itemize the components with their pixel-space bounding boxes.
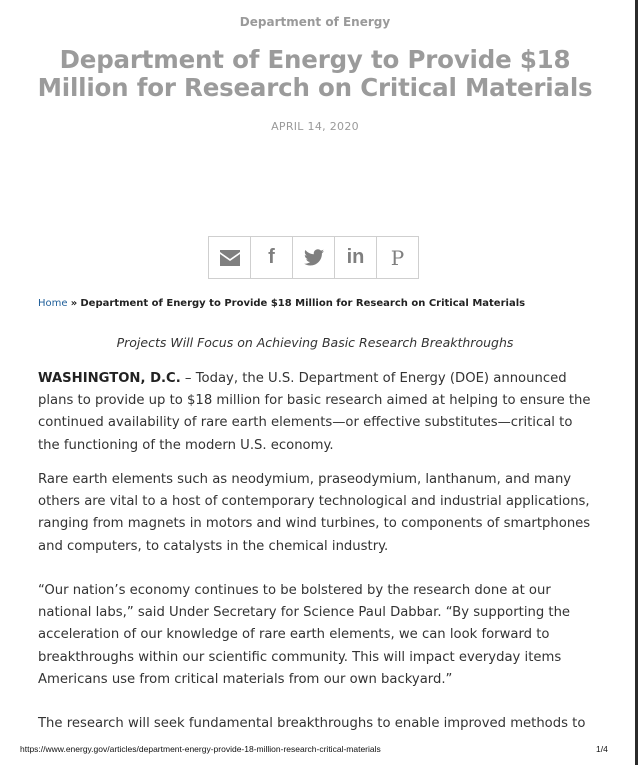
paragraph-1-text: – Today, the U.S. Department of Energy (DOE) announced plans to provide up to $18 million for basic research aimed at helping to ensure the continued availability of rare earth elements—or effective substitutes—critical to the functioning of the modern U.S. economy. (38, 371, 591, 453)
share-linkedin-button[interactable] (335, 237, 377, 278)
paragraph-4: The research will seek fundamental breakthroughs to enable improved methods to (38, 716, 586, 731)
paragraph-1 (38, 368, 598, 457)
share-email-button[interactable] (209, 237, 251, 278)
share-bar (208, 236, 419, 279)
publish-date: APRIL 14, 2020 (271, 120, 359, 133)
breadcrumb-home-link[interactable]: Home (38, 298, 68, 309)
dateline: WASHINGTON, D.C. (38, 371, 181, 386)
article-subtitle: Projects Will Focus on Achieving Basic Research Breakthroughs (116, 335, 514, 350)
paragraph-3: “Our nation’s economy continues to be bolstered by the research done at our national labs,” said Under Secretary for Science Paul Dabbar. “By supporting the acceleration of our knowledge of rare earth elements, we can look forward to breakthroughs within our scientific community. This will impact everyday items Americans use from critical materials from our own backyard.” (38, 583, 571, 687)
share-twitter-button[interactable] (293, 237, 335, 278)
breadcrumb (38, 298, 525, 309)
breadcrumb-current: Department of Energy to Provide $18 Million for Research on Critical Materials (80, 298, 526, 309)
twitter-icon (304, 249, 324, 266)
footer-url: https://www.energy.gov/articles/department-energy-provide-18-million-research-critical-materials (20, 744, 381, 754)
page-title: Department of Energy to Provide $18 Million for Research on Critical Materials (37, 45, 593, 102)
footer-page-number: 1/4 (596, 744, 608, 754)
facebook-icon: f (268, 246, 275, 268)
agency-name: Department of Energy (239, 15, 391, 29)
breadcrumb-separator: » (70, 298, 78, 309)
share-facebook-button[interactable] (251, 237, 293, 278)
share-pinterest-button[interactable] (377, 237, 418, 278)
linkedin-icon: in (346, 246, 365, 268)
pinterest-icon: P (390, 245, 405, 270)
email-icon (220, 250, 240, 266)
paragraph-2: Rare earth elements such as neodymium, praseodymium, lanthanum, and many others are vital to a host of contemporary technological and industrial applications, ranging from magnets in motors and wind turbines, to components of smartphones and computers, to catalysts in the chemical industry. (38, 472, 591, 554)
